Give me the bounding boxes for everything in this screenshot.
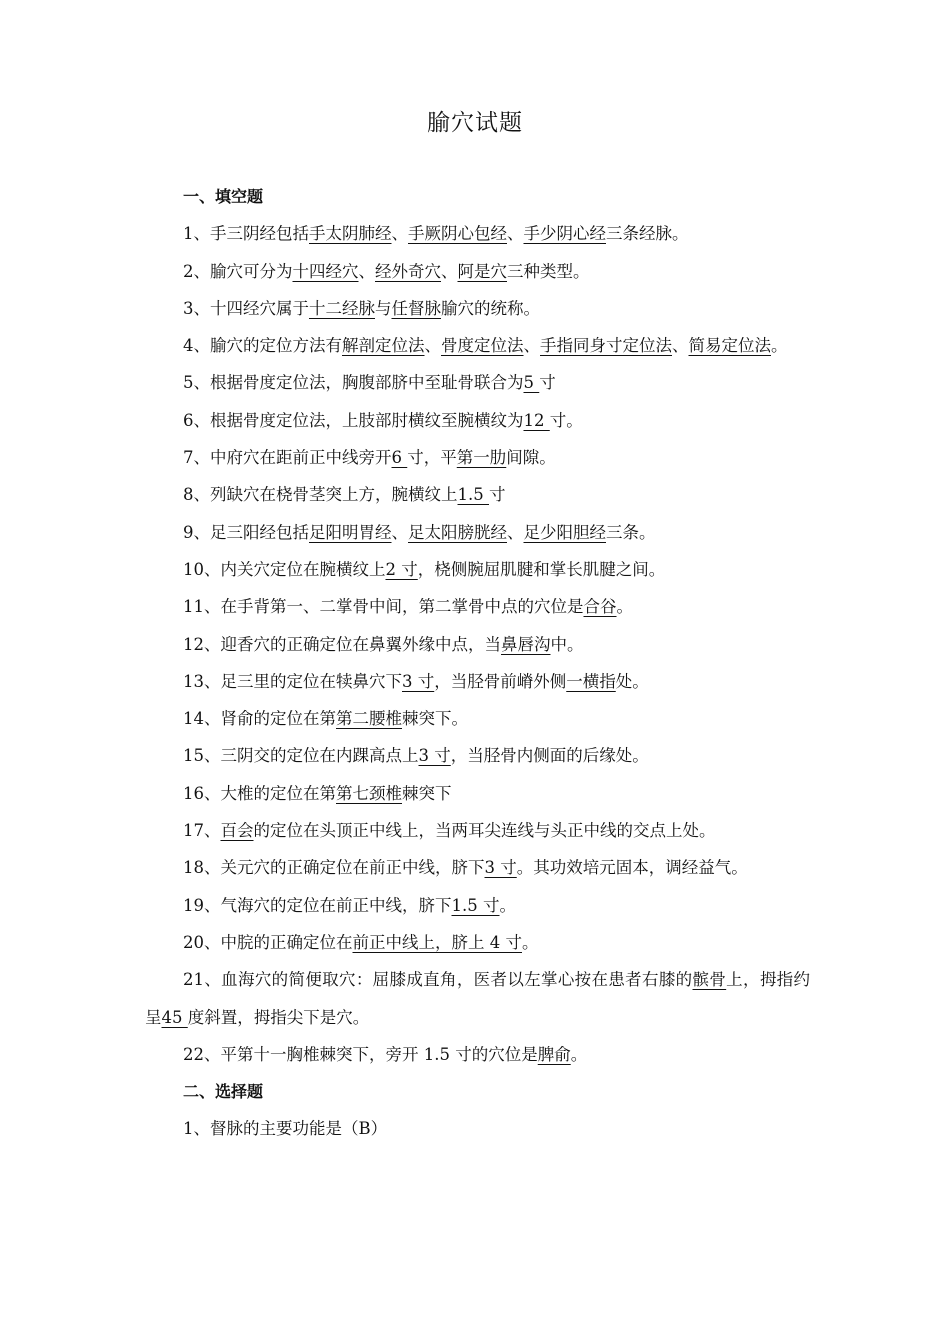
- question-text: 中。: [550, 634, 584, 654]
- answer-blank: 1.5: [457, 485, 489, 505]
- answer-blank: 前正中线上，脐上 4 寸: [352, 932, 522, 952]
- question-text: 三条。: [606, 522, 656, 542]
- question-text: 、: [358, 261, 375, 281]
- question-text: 处。: [615, 671, 649, 691]
- question-item: [145, 812, 810, 849]
- question-text: 、: [391, 522, 408, 542]
- question-text: 2、腧穴可分为: [183, 261, 293, 281]
- answer-blank: 2 寸: [385, 559, 418, 579]
- question-text: 、: [672, 336, 689, 356]
- answer-blank: 3 寸: [418, 746, 451, 766]
- question-text: 1、手三阴经包括: [183, 224, 309, 244]
- question-item: [145, 887, 810, 924]
- answer-blank: 足少阳胆经: [523, 522, 606, 542]
- question-text: 寸。: [549, 410, 583, 430]
- question-text: 、: [441, 261, 458, 281]
- question-text: 5、根据骨度定位法，胸腹部脐中至耻骨联合为: [183, 373, 524, 393]
- answer-blank: 第七颈椎: [336, 783, 402, 803]
- question-item: [145, 253, 810, 290]
- document-body: [145, 178, 810, 1148]
- question-item: [145, 924, 810, 961]
- answer-blank: 十四经穴: [292, 261, 359, 281]
- answer-blank: 手指同身寸定位法: [540, 336, 672, 356]
- question-text: 。: [771, 336, 788, 356]
- answer-blank: 5: [523, 373, 540, 393]
- choice-question-item: [145, 1110, 810, 1147]
- question-text: ，当胫骨内侧面的后缘处。: [450, 746, 649, 766]
- question-text: 、: [391, 224, 408, 244]
- question-text: 棘突下: [402, 783, 452, 803]
- question-text: 上，拇指约呈: [145, 970, 811, 1027]
- answer-blank: 足阳明胃经: [309, 522, 392, 542]
- answer-blank: 骨度定位法: [441, 336, 524, 356]
- question-text: 9、足三阳经包括: [183, 522, 309, 542]
- question-text: 8、列缺穴在桡骨茎突上方，腕横纹上: [183, 485, 458, 505]
- question-text: 间隙。: [506, 448, 556, 468]
- answer-blank: 解剖定位法: [342, 336, 425, 356]
- section-heading-fill-blank: 一、填空题: [183, 187, 264, 206]
- question-text: 寸: [539, 373, 556, 393]
- question-item: [145, 551, 810, 588]
- question-item: [145, 588, 810, 625]
- question-text: 、: [507, 522, 524, 542]
- question-text: 6、根据骨度定位法，上肢部肘横纹至腕横纹为: [183, 410, 524, 430]
- fill-blank-list: [145, 215, 810, 1073]
- answer-blank: 阿是穴: [457, 261, 507, 281]
- question-item: [145, 663, 810, 700]
- section-heading-choice: 二、选择题: [183, 1082, 264, 1102]
- question-text: 寸: [489, 485, 506, 505]
- question-item: [145, 775, 810, 812]
- question-item: [145, 402, 810, 439]
- question-text: ，桡侧腕屈肌腱和掌长肌腱之间。: [417, 559, 666, 579]
- answer-blank: 第一肋: [456, 448, 507, 468]
- question-text: 、: [507, 224, 524, 244]
- question-text: 12、迎香穴的正确定位在鼻翼外缘中点，当: [183, 634, 501, 654]
- answer-blank: 手太阴肺经: [309, 224, 392, 244]
- question-text: 13、足三里的定位在犊鼻穴下: [183, 671, 402, 691]
- answer-blank: 合谷: [583, 597, 617, 617]
- question-text: 。: [570, 1044, 588, 1064]
- question-item: [145, 961, 810, 1036]
- answer-blank: 45: [161, 1007, 188, 1027]
- answer-blank: 百会: [220, 821, 254, 841]
- answer-blank: 3 寸: [402, 671, 435, 691]
- question-text: 21、血海穴的简便取穴：屈膝成直角，医者以左掌心按在患者右膝的: [183, 970, 693, 990]
- question-item: [145, 849, 810, 886]
- question-text: 18、关元穴的正确定位在前正中线，脐下: [183, 858, 485, 878]
- question-text: 16、大椎的定位在第: [183, 783, 336, 803]
- answer-blank: 髌骨: [692, 970, 727, 990]
- question-text: 20、中脘的正确定位在: [183, 932, 353, 952]
- answer-blank: 6: [391, 448, 408, 468]
- answer-blank: 经外奇穴: [375, 261, 441, 281]
- answer-blank: 鼻唇沟: [501, 634, 551, 654]
- answer-blank: 12: [523, 410, 550, 430]
- question-text: 11、在手背第一、二掌骨中间，第二掌骨中点的穴位是: [183, 597, 584, 617]
- question-item: [145, 364, 810, 401]
- question-item: [145, 290, 810, 327]
- question-text: 7、中府穴在距前正中线旁开: [183, 448, 392, 468]
- question-text: 1、督脉的主要功能是（B）: [183, 1119, 388, 1139]
- answer-blank: 简易定位法: [688, 336, 771, 356]
- question-text: 15、三阴交的定位在内踝高点上: [183, 746, 419, 766]
- question-item: [145, 700, 810, 737]
- answer-blank: 一横指: [566, 671, 616, 691]
- answer-blank: 任督脉: [391, 298, 441, 318]
- question-text: 棘突下。: [402, 709, 468, 729]
- question-text: 度斜置，拇指尖下是穴。: [187, 1007, 370, 1027]
- question-text: 。: [522, 932, 539, 952]
- question-item: [145, 626, 810, 663]
- answer-blank: 手少阴心经: [523, 224, 606, 244]
- question-text: 腧穴的统称。: [441, 298, 540, 318]
- choice-list: [145, 1110, 810, 1147]
- question-text: ，当胫骨前嵴外侧: [434, 671, 567, 691]
- page-title: 腧穴试题: [427, 110, 523, 136]
- question-text: 、: [523, 336, 540, 356]
- question-item: [145, 476, 810, 513]
- question-item: [145, 215, 810, 252]
- answer-blank: 手厥阴心包经: [408, 224, 507, 244]
- question-text: 三条经脉。: [606, 224, 689, 244]
- question-item: [145, 737, 810, 774]
- answer-blank: 脾俞: [537, 1044, 571, 1064]
- answer-blank: 十二经脉: [309, 298, 375, 318]
- question-text: 的定位在头顶正中线上，当两耳尖连线与头正中线的交点上处。: [253, 821, 716, 841]
- question-text: 、: [424, 336, 441, 356]
- question-text: 3、十四经穴属于: [183, 298, 309, 318]
- question-text: 三种类型。: [507, 261, 590, 281]
- question-text: 19、气海穴的定位在前正中线，脐下: [183, 895, 452, 915]
- question-item: [145, 439, 810, 476]
- question-text: 。其功效培元固本，调经益气。: [516, 858, 748, 878]
- question-text: 4、腧穴的定位方法有: [183, 336, 342, 356]
- question-text: 22、平第十一胸椎棘突下，旁开 1.5 寸的穴位是: [183, 1044, 538, 1064]
- question-text: 。: [616, 597, 633, 617]
- answer-blank: 第二腰椎: [336, 709, 402, 729]
- question-text: 与: [375, 298, 392, 318]
- question-text: 14、肾俞的定位在第: [183, 709, 336, 729]
- question-text: 寸，平: [407, 448, 457, 468]
- question-item: [145, 514, 810, 551]
- question-text: 10、内关穴定位在腕横纹上: [183, 559, 386, 579]
- answer-blank: 足太阳膀胱经: [408, 522, 507, 542]
- question-item: [145, 1036, 810, 1073]
- question-text: 17、: [183, 821, 221, 841]
- question-text: 。: [499, 895, 516, 915]
- answer-blank: 3 寸: [484, 858, 517, 878]
- question-item: [145, 327, 810, 364]
- answer-blank: 1.5 寸: [451, 895, 500, 915]
